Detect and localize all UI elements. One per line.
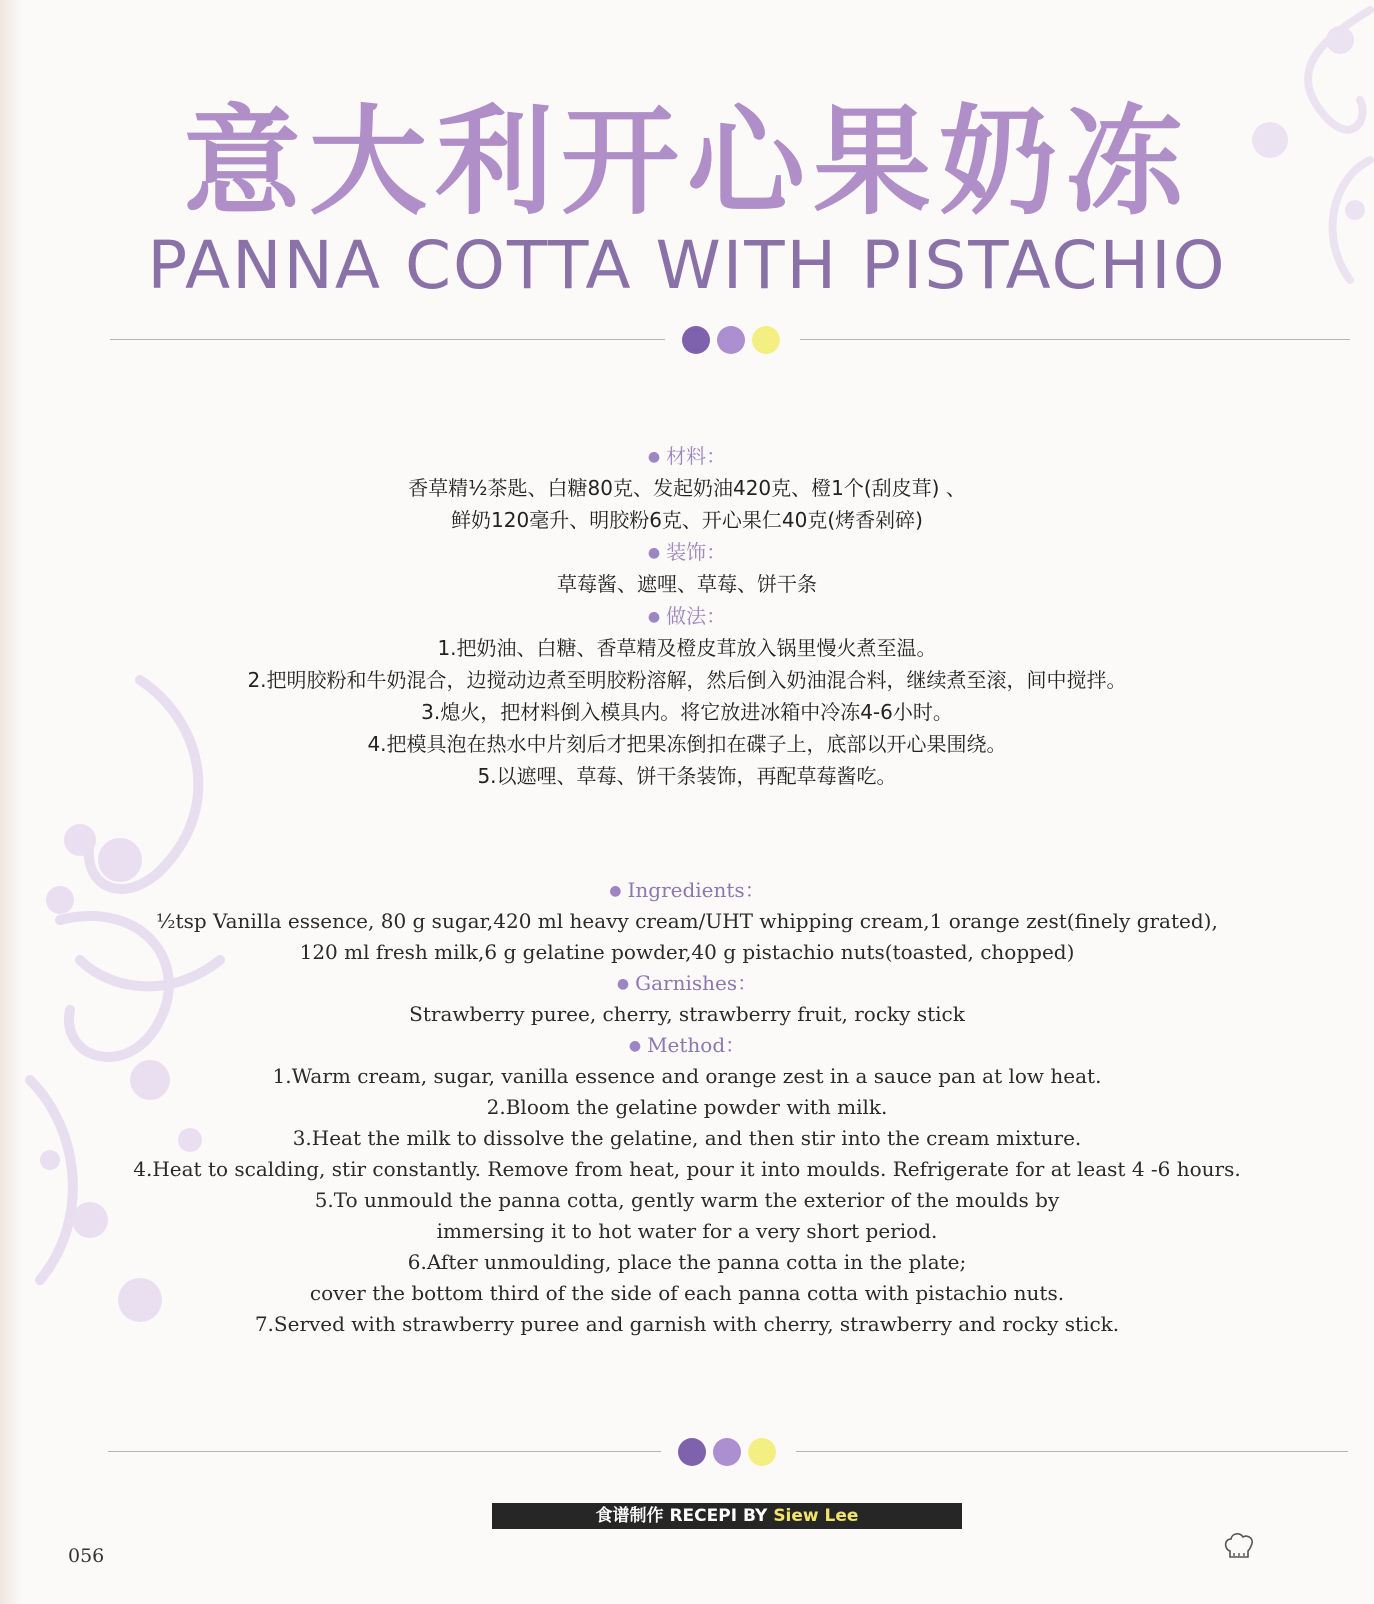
- garnish-heading-zh: ● 装饰：: [647, 540, 727, 564]
- divider-dot-purple: [682, 326, 710, 354]
- bullet-dot-icon: ●: [647, 609, 661, 625]
- ingredients-heading-en: ● Ingredients：: [609, 878, 765, 902]
- ingredients-line-en: 120 ml fresh milk,6 g gelatine powder,40 g pistachio nuts(toasted, chopped): [299, 940, 1075, 964]
- method-step-en: 7.Served with strawberry puree and garnish with cherry, strawberry and rocky stick.: [254, 1312, 1120, 1336]
- method-heading-en: ● Method：: [628, 1033, 746, 1057]
- bottom-divider: [0, 1435, 1374, 1469]
- divider-dot-yellow: [748, 1438, 776, 1466]
- ingredients-line-en: ½tsp Vanilla essence, 80 g sugar,420 ml heavy cream/UHT whipping cream,1 orange zest(finely grated),: [156, 909, 1218, 933]
- divider-line-right: [800, 339, 1350, 340]
- ingredients-line-zh: 鲜奶120毫升、明胶粉6克、开心果仁40克(烤香剁碎): [451, 508, 923, 532]
- divider-dot-yellow: [752, 326, 780, 354]
- bullet-dot-icon: ●: [628, 1038, 642, 1054]
- method-step-en: immersing it to hot water for a very short period.: [436, 1219, 938, 1243]
- garnish-line-en: Strawberry puree, cherry, strawberry fruit, rocky stick: [409, 1002, 965, 1026]
- method-step-en: 4.Heat to scalding, stir constantly. Remove from heat, pour it into moulds. Refrigerate for at least 4 -6 hours.: [133, 1157, 1241, 1181]
- page-number: 056: [68, 1545, 105, 1567]
- divider-line-left: [108, 1451, 661, 1452]
- recipe-credit-banner: [492, 1503, 962, 1529]
- method-step-en: 3.Heat the milk to dissolve the gelatine, and then stir into the cream mixture.: [292, 1126, 1082, 1150]
- title-chinese: 意大利开心果奶冻: [182, 93, 1191, 231]
- divider-dot-lavender: [717, 326, 745, 354]
- title-english: PANNA COTTA WITH PISTACHIO: [147, 227, 1227, 304]
- bullet-dot-icon: ●: [616, 976, 630, 992]
- method-step-en: cover the bottom third of the side of each panna cotta with pistachio nuts.: [309, 1281, 1065, 1305]
- credit-name: Siew Lee: [773, 1506, 859, 1526]
- garnish-heading-en: ● Garnishes：: [616, 971, 758, 995]
- method-step-zh: 4.把模具泡在热水中片刻后才把果冻倒扣在碟子上，底部以开心果围绕。: [367, 732, 1007, 756]
- divider-line-left: [110, 339, 665, 340]
- method-step-zh: 5.以遮哩、草莓、饼干条装饰，再配草莓酱吃。: [477, 764, 897, 788]
- method-step-zh: 3.熄火，把材料倒入模具内。将它放进冰箱中冷冻4-6小时。: [421, 700, 953, 724]
- ingredients-line-zh: 香草精½茶匙、白糖80克、发起奶油420克、橙1个(刮皮茸) 、: [408, 476, 966, 500]
- method-step-en: 1.Warm cream, sugar, vanilla essence and orange zest in a sauce pan at low heat.: [272, 1064, 1102, 1088]
- method-step-en: 6.After unmoulding, place the panna cotta in the plate;: [407, 1250, 967, 1274]
- method-step-en: 2.Bloom the gelatine powder with milk.: [486, 1095, 888, 1119]
- method-step-zh: 2.把明胶粉和牛奶混合，边搅动边煮至明胶粉溶解，然后倒入奶油混合料，继续煮至滚，间中搅拌。: [247, 668, 1127, 692]
- bullet-dot-icon: ●: [647, 449, 661, 465]
- method-heading-zh: ● 做法：: [647, 604, 727, 628]
- chef-hat-icon: [1222, 1529, 1256, 1563]
- chinese-recipe: [0, 440, 1374, 792]
- top-divider: [0, 323, 1374, 357]
- divider-dot-lavender: [713, 1438, 741, 1466]
- divider-line-right: [796, 1451, 1348, 1452]
- garnish-line-zh: 草莓酱、遮哩、草莓、饼干条: [557, 572, 817, 596]
- english-recipe: [0, 875, 1374, 1340]
- method-step-en: 5.To unmould the panna cotta, gently warm the exterior of the moulds by: [314, 1188, 1060, 1212]
- credit-label: 食谱制作 RECEPI BY: [595, 1506, 768, 1526]
- method-step-zh: 1.把奶油、白糖、香草精及橙皮茸放入锅里慢火煮至温。: [437, 636, 937, 660]
- ingredients-heading-zh: ● 材料：: [647, 444, 727, 468]
- divider-dot-purple: [678, 1438, 706, 1466]
- bullet-dot-icon: ●: [647, 545, 661, 561]
- bullet-dot-icon: ●: [609, 883, 622, 899]
